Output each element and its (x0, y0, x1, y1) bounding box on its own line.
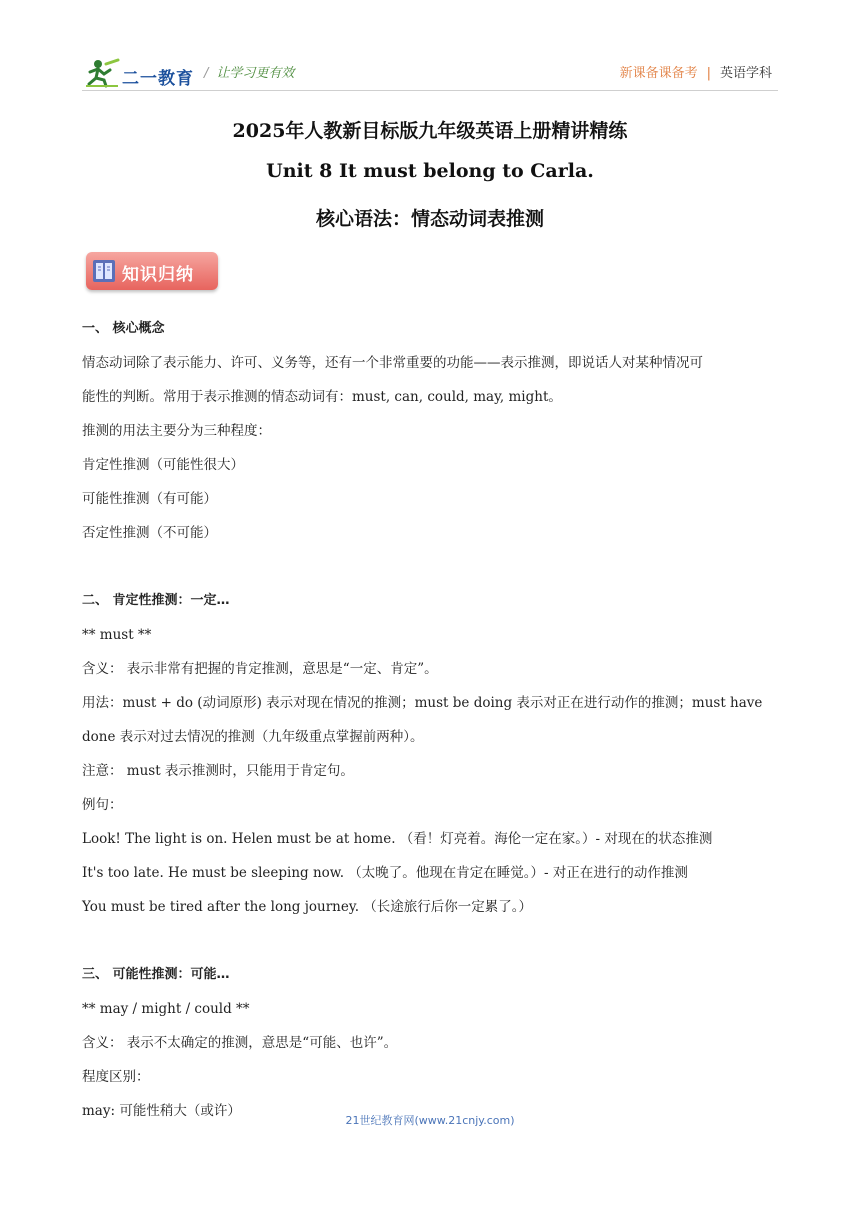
meaning-line: 含义： 表示非常有把握的肯定推测，意思是“一定、肯定”。 (82, 661, 438, 677)
section-1-heading: 一、 核心概念 (82, 321, 165, 336)
example-label: 例句： (82, 797, 123, 813)
section-3-heading: 三、 可能性推测：可能… (82, 967, 230, 982)
note-line: 注意： must 表示推测时，只能用于肯定句。 (82, 763, 354, 779)
slogan: / 让学习更有效 (204, 66, 295, 81)
list-item: 否定性推测（不可能） (82, 525, 217, 541)
keyword-line: ** may / might / could ** (82, 1001, 250, 1017)
paragraph: 情态动词除了表示能力、许可、义务等，还有一个非常重要的功能——表示推测，即说话人对某种情况可 (82, 355, 703, 371)
header-tag-course: 新课备课备考 (619, 66, 698, 81)
main-content (82, 312, 782, 1128)
header-divider (82, 90, 778, 91)
title-line-1: 2025年人教新目标版九年级英语上册精讲精练 (232, 120, 628, 142)
example-sentence: Look! The light is on. Helen must be at home. （看！灯亮着。海伦一定在家。）- 对现在的状态推测 (82, 831, 713, 847)
book-icon (92, 258, 116, 284)
badge-label: 知识归纳 (122, 265, 194, 285)
footer-source: 21世纪教育网(www.21cnjy.com) (345, 1114, 515, 1127)
paragraph: 能性的判断。常用于表示推测的情态动词有：must, can, could, may, might。 (82, 389, 562, 405)
page-header (0, 0, 860, 96)
list-item: 可能性推测（有可能） (82, 491, 217, 507)
usage-line: 用法：must + do (动词原形) 表示对现在情况的推测；must be doing 表示对正在进行动作的推测；must have (82, 695, 763, 711)
list-item: 肯定性推测（可能性很大） (82, 457, 244, 473)
example-sentence: It's too late. He must be sleeping now. （太晚了。他现在肯定在睡觉。）- 对正在进行的动作推测 (82, 865, 688, 881)
title-line-2: Unit 8 It must belong to Carla. (266, 160, 594, 182)
slogan-text: 让学习更有效 (216, 66, 295, 81)
knowledge-badge (86, 252, 218, 290)
header-tag-subject: 英语学科 (719, 66, 772, 81)
meaning-line: 含义： 表示不太确定的推测，意思是“可能、也许”。 (82, 1035, 398, 1051)
title-line-3: 核心语法：情态动词表推测 (315, 208, 544, 230)
example-sentence: You must be tired after the long journey. （长途旅行后你一定累了。） (82, 899, 533, 915)
logo-text: 二一教育 (122, 69, 194, 89)
degree-line: may: 可能性稍大（或许） (82, 1103, 241, 1119)
degree-label: 程度区别： (82, 1069, 150, 1085)
header-right (620, 62, 772, 81)
section-2-heading: 二、 肯定性推测：一定… (82, 593, 230, 608)
usage-line: done 表示对过去情况的推测（九年级重点掌握前两种）。 (82, 729, 424, 745)
spacer (82, 924, 782, 958)
keyword-line: ** must ** (82, 627, 152, 643)
paragraph: 推测的用法主要分为三种程度： (82, 423, 271, 439)
spacer (82, 550, 782, 584)
header-separator: | (706, 66, 711, 81)
